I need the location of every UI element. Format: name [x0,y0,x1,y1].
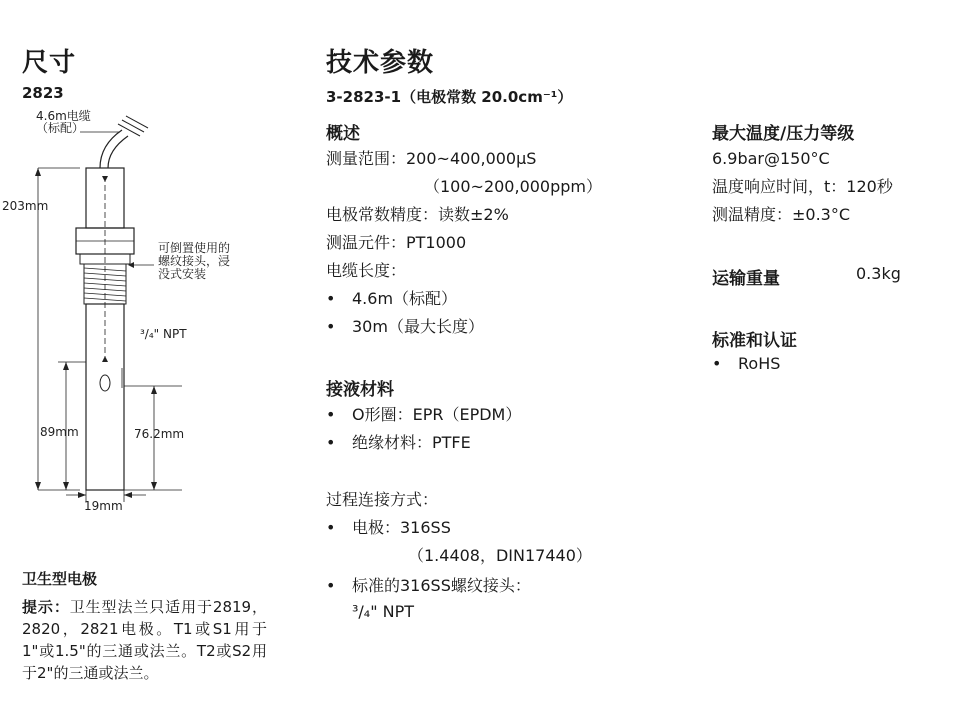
thread-note-line3: 没式安装 [158,267,207,281]
max-temp-pressure-heading: 最大温度/压力等级 [712,124,855,144]
process-item-thread-npt: ³/₄" NPT [352,602,415,621]
tip-text: 卫生型法兰只适用于2819，2820，2821电极。T1或S1用于1"或1.5"的三通或法兰。T2或S2用于2"的三通或法兰。 [22,598,267,682]
dim-89-label: 89mm [40,425,79,439]
dim-19-label: 19mm [84,499,123,513]
overview-heading: 概述 [326,124,360,144]
standards-item-rohs: • RoHS [712,350,780,378]
wetted-item-insulation: • 绝缘材料：PTFE [326,429,471,457]
dimensions-title: 尺寸 [22,48,77,78]
cell-constant-accuracy: 电极常数精度：读数±2% [326,205,509,224]
sanitary-electrode-title: 卫生型电极 [22,570,98,588]
measure-range-ppm: （100~200,000ppm） [424,177,603,196]
max-temp-pressure-value: 6.9bar@150°C [712,149,830,168]
standards-heading: 标准和认证 [712,331,797,351]
measure-range: 测量范围：200~400,000μS [326,149,537,168]
process-item-electrode: • 电极：316SS [326,514,451,542]
specs-subtitle: 3-2823-1（电极常数 20.0cm⁻¹） [326,88,573,106]
cable-item-standard: • 4.6m（标配） [326,285,457,313]
wetted-item-oring: • O形圈：EPR（EPDM） [326,401,521,429]
process-item-electrode-spec: （1.4408，DIN17440） [408,546,592,565]
wetted-materials-heading: 接液材料 [326,380,394,400]
thread-note-line1: 可倒置使用的 [158,241,231,255]
thread-note-line2: 螺纹接头，浸 [158,254,231,268]
cable-length-label: 电缆长度： [326,261,407,280]
temp-measure-accuracy: 测温精度：±0.3°C [712,205,851,224]
npt-label: ³/₄" NPT [140,327,187,341]
specs-title: 技术参数 [326,48,435,78]
temp-element: 测温元件：PT1000 [326,233,467,252]
process-connection-heading: 过程连接方式： [326,490,439,509]
electrode-dimension-drawing [0,100,300,520]
cable-label-line2: （标配） [36,121,85,135]
dim-203-label: 203mm [2,199,49,213]
shipping-weight-label: 运输重量 [712,269,780,289]
temp-response-time: 温度响应时间，t：120秒 [712,177,893,196]
cable-item-max: • 30m（最大长度） [326,313,484,341]
process-item-thread: • 标准的316SS螺纹接头： [326,572,531,600]
model-number: 2823 [22,84,64,102]
tip-label: 提示： [22,598,70,616]
cable-label-line1: 4.6m电缆 [36,109,91,123]
dim-76-label: 76.2mm [134,427,185,441]
tip-note [22,596,267,684]
shipping-weight-value: 0.3kg [856,264,901,283]
